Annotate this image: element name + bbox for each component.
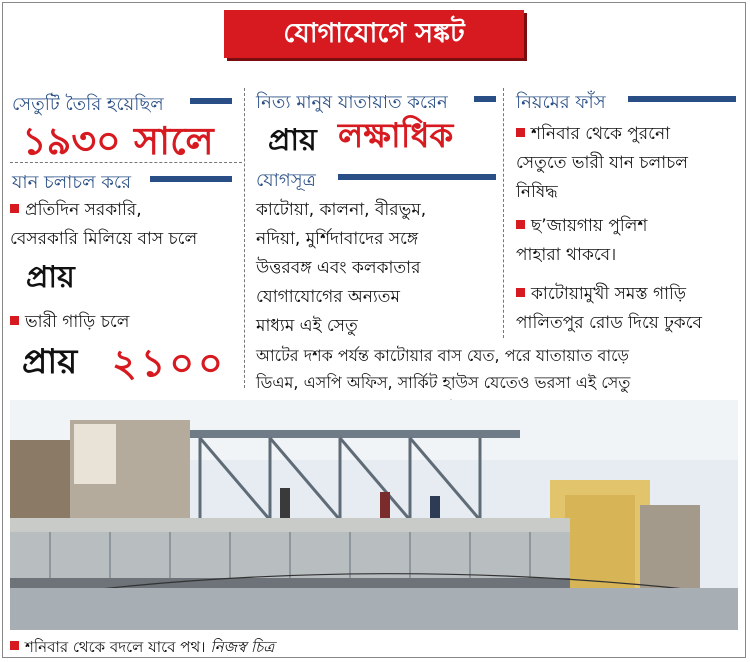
bullet-marker (10, 641, 19, 650)
rule-3 (516, 280, 702, 338)
bridge-photo (10, 400, 738, 630)
link-text (256, 196, 426, 341)
heavy-label: ভারী গাড়ি চলে (25, 312, 130, 332)
bus-line-1: প্রতিদিন সরকারি, (25, 200, 142, 220)
rule-1-line-2: সেতুতে ভারী যান চলাচল (516, 153, 688, 173)
column-divider-2 (503, 88, 504, 338)
caption-text: শনিবার থেকে বদলে যাবে পথ। (25, 638, 206, 656)
rule-3-line-2: পালিতপুর রোড দিয়ে ঢুকবে (516, 313, 702, 333)
heavy-label-row (10, 308, 129, 337)
rule-2-line-2: পাহারা থাকবে। (516, 245, 617, 265)
bus-count-prefix: প্রায় (26, 260, 75, 295)
bullet-marker (10, 204, 19, 213)
page-title: যোগাযোগে সঙ্কট (224, 10, 524, 58)
heavy-prefix: প্রায় (22, 342, 78, 382)
rule-1 (516, 120, 688, 207)
link-heading: যোগসূত্র (256, 170, 316, 191)
link-heading-bar (338, 174, 496, 180)
link-line-3: উত্তরবঙ্গ এবং কলকাতার (256, 258, 421, 278)
built-heading: সেতুটি তৈরি হয়েছিল (12, 94, 164, 115)
bridge-photo-image (10, 400, 738, 630)
people-heading: নিত্য মানুষ যাতায়াত করেন (256, 92, 448, 113)
history-line-2: ডিএম, এসপি অফিস, সার্কিট হাউস যেতেও ভরসা এই সেতু (256, 373, 631, 392)
link-line-1: কাটোয়া, কালনা, বীরভুম, (256, 200, 427, 220)
column-divider-1 (244, 88, 245, 388)
bullet-marker (10, 316, 19, 325)
history-line-1: আটের দশক পর্যন্ত কাটোয়ার বাস যেত, পরে যাতায়াত বাড়ে (256, 346, 629, 365)
rule-3-line-1: কাটোয়ামুখী সমস্ত গাড়ি (531, 284, 687, 304)
photo-caption (10, 636, 274, 661)
bus-info (10, 196, 197, 254)
built-heading-bar (190, 98, 232, 104)
traffic-heading-bar (150, 176, 232, 182)
rules-heading: নিয়মের ফাঁস (516, 92, 606, 113)
bullet-marker (516, 288, 525, 297)
link-line-4: যোগাযোগের অন্যতম (256, 287, 400, 307)
people-heading-bar (474, 96, 496, 102)
caption-credit: নিজস্ব চিত্র (210, 638, 275, 656)
bullet-marker (516, 128, 525, 137)
built-year: ১৯৩০ সালে (22, 119, 214, 163)
people-prefix: প্রায় (268, 123, 317, 158)
rules-heading-bar (628, 96, 736, 102)
traffic-heading: যান চলাচল করে (12, 172, 131, 193)
link-line-5: মাধ্যম এই সেতু (256, 316, 358, 336)
link-line-2: নদিয়া, মুর্শিদাবাদের সঙ্গে (256, 229, 419, 249)
rule-2-line-1: ছ’জায়গায় পুলিশ (531, 216, 648, 236)
rule-2 (516, 212, 647, 270)
heavy-value: ২১০০ (112, 341, 227, 385)
people-value: লক্ষাধিক (338, 116, 454, 156)
bullet-marker (516, 220, 525, 229)
bus-line-2: বেসরকারি মিলিয়ে বাস চলে (10, 229, 198, 249)
rule-1-line-3: নিষিদ্ধ (516, 182, 558, 202)
rule-1-line-1: শনিবার থেকে পুরনো (531, 124, 671, 144)
